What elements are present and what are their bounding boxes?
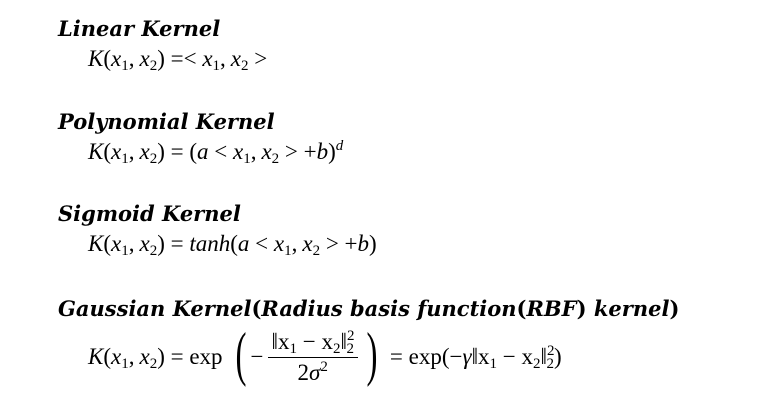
gaussian-title-paren-close: ) <box>669 296 680 321</box>
gaussian-fraction: $\frac{‖x_1 - x_2‖^2_2}{2\sigma^2}$ <box>268 329 358 385</box>
gaussian-title-part4: kernel <box>586 296 670 321</box>
sigmoid-kernel-title: Sigmoid Kernel <box>58 201 241 226</box>
gaussian-title-paren-open: ( <box>251 296 262 321</box>
polynomial-kernel-formula: $K(x_1$, $x_2) = (a < x_1$, $x_2 > +b)^d$ <box>88 138 344 167</box>
gaussian-title-paren-close2: ) <box>576 296 587 321</box>
linear-kernel-formula: $K(x_1$, $x_2) =< x_1$, $x_2$ > <box>88 46 268 74</box>
gaussian-kernel-title <box>58 297 679 321</box>
gaussian-title-part3: RBF <box>526 296 577 321</box>
polynomial-kernel-title: Polynomial Kernel <box>58 109 275 134</box>
linear-kernel-title: Linear Kernel <box>58 16 221 41</box>
gaussian-title-part2: Radius basis function <box>261 296 517 321</box>
gaussian-title-part1: Gaussian Kernel <box>58 296 252 321</box>
gaussian-title-paren-open2: ( <box>516 296 527 321</box>
gaussian-kernel-formula: $K(x_1$, $x_2) = \exp$ ( − $\frac{‖x_1 - x_2‖^2_2}{2\sigma^2}$ ) = $\exp(-\gamma‖x_1$ − $x_2‖^2_2$) <box>88 321 562 387</box>
sigmoid-kernel-formula: $K(x_1$, $x_2) = \tanh(a < x_1$, $x_2 > +b$) <box>88 231 377 259</box>
